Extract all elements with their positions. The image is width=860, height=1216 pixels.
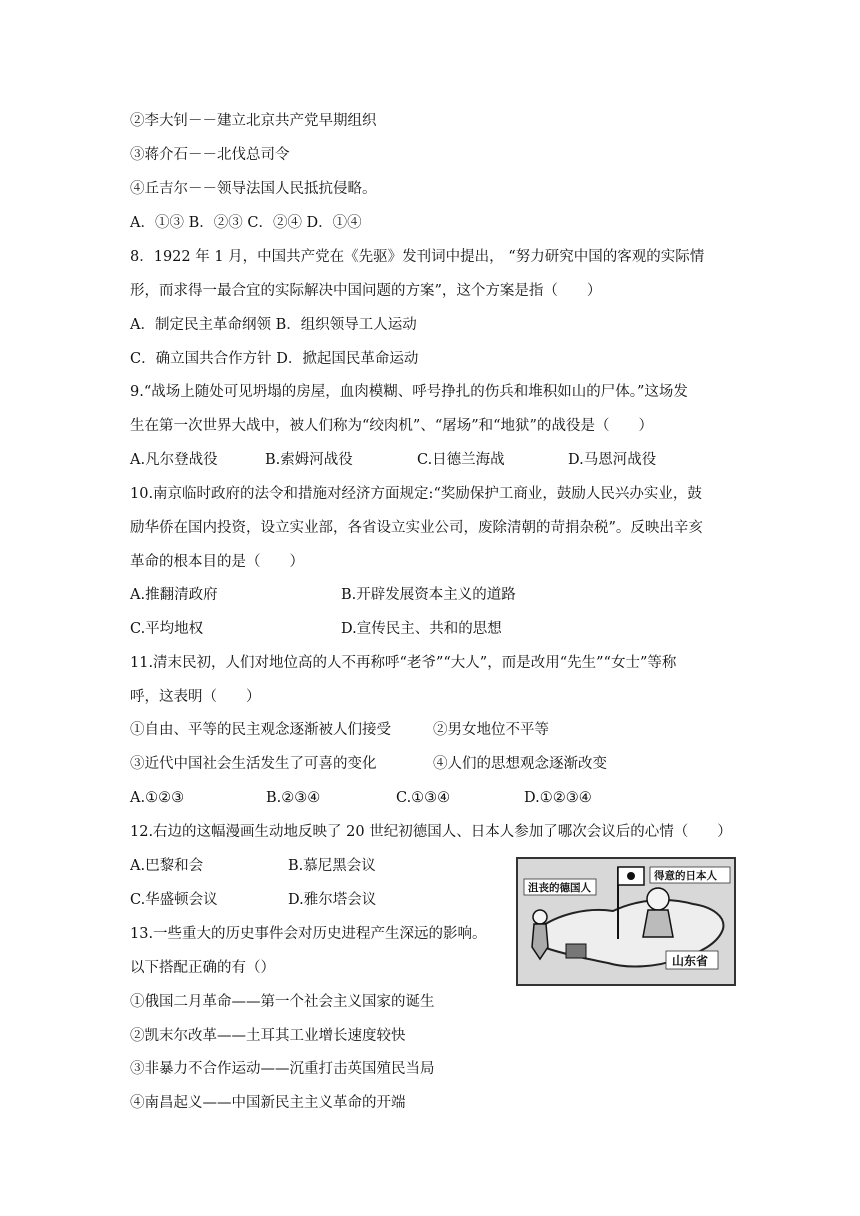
q12-option-a: A.巴黎和会 bbox=[130, 858, 204, 874]
q10-option-c: C.平均地权 bbox=[130, 621, 204, 637]
q8-options-ab: A．制定民主革命纲领 B．组织领导工人运动 bbox=[130, 317, 417, 333]
q11-item-2: ②男女地位不平等 bbox=[433, 722, 549, 738]
dropped-flag bbox=[566, 944, 586, 958]
japanese-figure-head bbox=[647, 888, 669, 910]
q11-option-b: B.②③④ bbox=[266, 790, 321, 806]
q11-option-d: D.①②③④ bbox=[524, 790, 592, 806]
q9-option-a: A.凡尔登战役 bbox=[130, 452, 218, 468]
cartoon-label-map: 山东省 bbox=[672, 954, 709, 968]
q7-item-2: ②李大钊－－建立北京共产党早期组织 bbox=[130, 113, 377, 129]
q10-stem-line-2: 励华侨在国内投资，设立实业部，各省设立实业公司，废除清朝的苛捐杂税”。反映出辛亥 bbox=[130, 520, 703, 536]
q9-stem-line-2: 生在第一次世界大战中，被人们称为“绞肉机”、“屠场”和“地狱”的战役是（ ） bbox=[130, 418, 653, 434]
q11-option-a: A.①②③ bbox=[130, 790, 185, 806]
q13-item-2: ②凯末尔改革——土耳其工业增长速度较快 bbox=[130, 1028, 406, 1044]
q13-item-3: ③非暴力不合作运动——沉重打击英国殖民当局 bbox=[130, 1061, 435, 1077]
q8-stem-line-1: 8．1922 年 1 月，中国共产党在《先驱》发刊词中提出， “努力研究中国的客观的实际情 bbox=[130, 249, 705, 265]
q7-options: A．①③ B．②③ C．②④ D．①④ bbox=[130, 215, 362, 231]
q10-option-a: A.推翻清政府 bbox=[130, 587, 218, 603]
q8-options-cd: C．确立国共合作方针 D．掀起国民革命运动 bbox=[130, 351, 419, 367]
q12-option-d: D.雅尔塔会议 bbox=[288, 892, 377, 908]
q13-item-4: ④南昌起义——中国新民主主义革命的开端 bbox=[130, 1095, 406, 1111]
q12-stem-line-1: 12.右边的这幅漫画生动地反映了 20 世纪初德国人、日本人参加了哪次会议后的心情（ ） bbox=[130, 824, 732, 840]
q13-stem-line-2: 以下搭配正确的有（） bbox=[130, 960, 275, 976]
q13-stem-line-1: 13.一些重大的历史事件会对历史进程产生深远的影响。 bbox=[130, 926, 487, 942]
german-figure-head bbox=[533, 910, 547, 924]
cartoon-label-left: 沮丧的德国人 bbox=[528, 882, 591, 894]
q10-stem-line-1: 10.南京临时政府的法令和措施对经济方面规定:“奖励保护工商业，鼓励人民兴办实业，鼓 bbox=[130, 486, 702, 502]
q10-option-b: B.开辟发展资本主义的道路 bbox=[341, 587, 516, 603]
q11-item-3: ③近代中国社会生活发生了可喜的变化 bbox=[130, 756, 377, 772]
q9-option-c: C.日德兰海战 bbox=[417, 452, 505, 468]
japanese-figure-body bbox=[643, 910, 673, 937]
q7-item-4: ④丘吉尔－－领导法国人民抵抗侵略。 bbox=[130, 181, 377, 197]
q8-stem-line-2: 形，而求得一最合宜的实际解决中国问题的方案”，这个方案是指（ ） bbox=[130, 283, 602, 299]
q10-option-d: D.宣传民主、共和的思想 bbox=[341, 621, 502, 637]
q9-option-d: D.马恩河战役 bbox=[568, 452, 657, 468]
q9-option-b: B.索姆河战役 bbox=[265, 452, 353, 468]
q9-stem-line-1: 9.“战场上随处可见坍塌的房屋，血肉模糊、呼号挣扎的伤兵和堆积如山的尸体。”这场发 bbox=[130, 384, 688, 400]
q12-option-b: B.慕尼黑会议 bbox=[288, 858, 376, 874]
q12-option-c: C.华盛顿会议 bbox=[130, 892, 218, 908]
cartoon-image bbox=[516, 857, 736, 986]
q10-stem-line-3: 革命的根本目的是（ ） bbox=[130, 554, 304, 570]
q13-item-1: ①俄国二月革命——第一个社会主义国家的诞生 bbox=[130, 994, 435, 1010]
q11-stem-line-2: 呼，这表明（ ） bbox=[130, 689, 261, 705]
q11-item-4: ④人们的思想观念逐渐改变 bbox=[433, 756, 607, 772]
cartoon-label-right: 得意的日本人 bbox=[654, 870, 717, 882]
cartoon-drawing bbox=[518, 859, 734, 984]
q11-option-c: C.①③④ bbox=[396, 790, 451, 806]
q11-item-1: ①自由、平等的民主观念逐渐被人们接受 bbox=[130, 722, 391, 738]
flag-sun bbox=[627, 872, 635, 880]
q7-item-3: ③蒋介石－－北伐总司令 bbox=[130, 147, 290, 163]
q11-stem-line-1: 11.清末民初，人们对地位高的人不再称呼“老爷”“大人”，而是改用“先生”“女士”等称 bbox=[130, 655, 677, 671]
german-figure-body bbox=[532, 924, 548, 959]
